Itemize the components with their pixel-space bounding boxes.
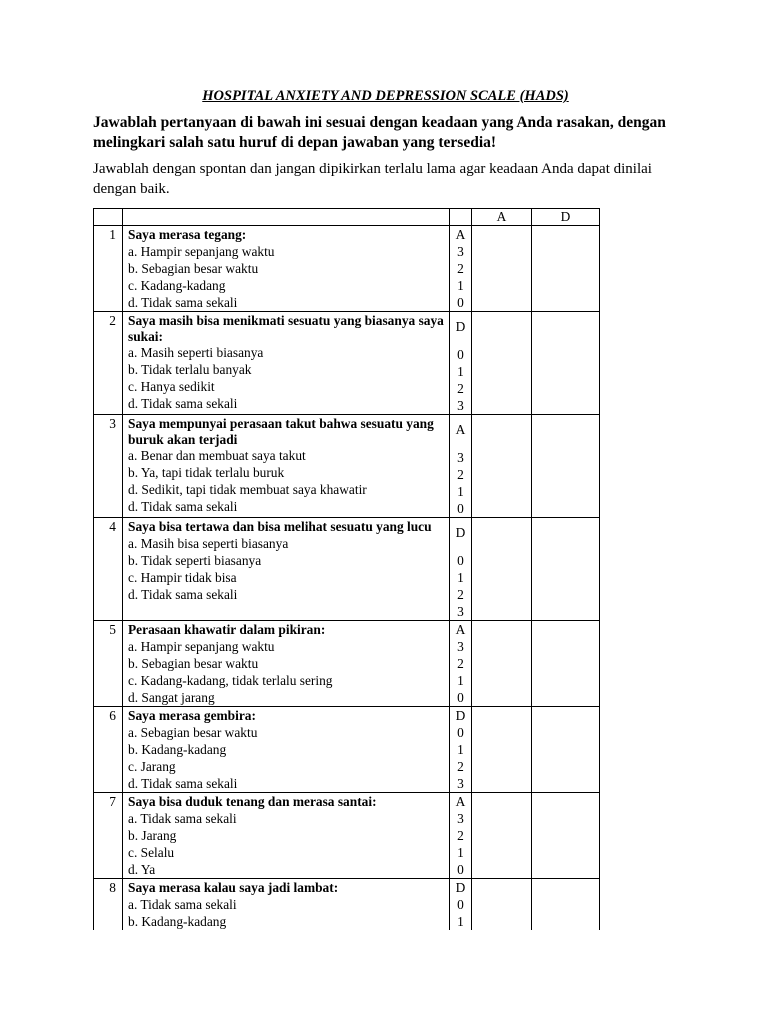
answer-option[interactable]: a. Hampir sepanjang waktu bbox=[128, 244, 275, 259]
question-text: Saya merasa kalau saya jadi lambat: bbox=[128, 880, 339, 895]
score-value: 1 bbox=[457, 484, 464, 499]
scale-code: D bbox=[455, 708, 466, 723]
question-row bbox=[94, 793, 600, 879]
score-value: 2 bbox=[457, 656, 464, 671]
depression-score-cell[interactable] bbox=[532, 312, 600, 415]
scale-code: D bbox=[455, 525, 466, 540]
score-value: 2 bbox=[457, 261, 464, 276]
answer-option[interactable]: b. Kadang-kadang bbox=[128, 914, 227, 929]
score-value: 0 bbox=[457, 897, 464, 912]
question-text: Saya bisa tertawa dan bisa melihat sesuatu yang lucu bbox=[128, 519, 432, 534]
question-cell bbox=[123, 226, 450, 312]
question-number: 7 bbox=[94, 793, 123, 879]
anxiety-score-cell[interactable] bbox=[472, 312, 532, 415]
question-number: 6 bbox=[94, 707, 123, 793]
answer-option[interactable]: d. Sedikit, tapi tidak membuat saya khawatir bbox=[128, 482, 367, 497]
answer-option[interactable]: c. Jarang bbox=[128, 759, 176, 774]
score-value: 2 bbox=[457, 587, 464, 602]
question-text: Saya bisa duduk tenang dan merasa santai: bbox=[128, 794, 377, 809]
answer-option[interactable]: b. Kadang-kadang bbox=[128, 742, 227, 757]
score-value: 3 bbox=[457, 398, 464, 413]
question-row bbox=[94, 621, 600, 707]
page-bottom-margin bbox=[0, 930, 768, 1024]
question-cell bbox=[123, 518, 450, 621]
answer-option[interactable]: a. Hampir sepanjang waktu bbox=[128, 639, 275, 654]
scale-code: A bbox=[455, 622, 466, 637]
score-value: 0 bbox=[457, 501, 464, 516]
question-text: Saya merasa tegang: bbox=[128, 227, 247, 242]
depression-score-cell[interactable] bbox=[532, 226, 600, 312]
answer-option[interactable]: c. Hanya sedikit bbox=[128, 379, 215, 394]
anxiety-score-cell[interactable] bbox=[472, 621, 532, 707]
scale-code: A bbox=[455, 227, 466, 242]
header-cell-score bbox=[450, 209, 472, 226]
score-value: 3 bbox=[457, 811, 464, 826]
anxiety-score-cell[interactable] bbox=[472, 793, 532, 879]
question-row bbox=[94, 415, 600, 518]
hads-table bbox=[93, 208, 600, 931]
answer-option[interactable]: d. Tidak sama sekali bbox=[128, 499, 238, 514]
answer-option[interactable]: c. Kadang-kadang, tidak terlalu sering bbox=[128, 673, 333, 688]
anxiety-score-cell[interactable] bbox=[472, 879, 532, 931]
score-value: 0 bbox=[457, 553, 464, 568]
answer-option[interactable]: a. Masih bisa seperti biasanya bbox=[128, 535, 289, 551]
answer-option[interactable]: d. Tidak sama sekali bbox=[128, 396, 238, 411]
answer-option[interactable]: c. Hampir tidak bisa bbox=[128, 569, 237, 585]
score-value: 3 bbox=[457, 639, 464, 654]
score-value: 1 bbox=[457, 845, 464, 860]
question-row bbox=[94, 312, 600, 415]
score-value: 0 bbox=[457, 347, 464, 362]
question-row bbox=[94, 226, 600, 312]
score-value: 1 bbox=[457, 364, 464, 379]
answer-option[interactable]: b. Jarang bbox=[128, 828, 177, 843]
score-value: 0 bbox=[457, 862, 464, 877]
question-cell bbox=[123, 793, 450, 879]
score-cell bbox=[450, 518, 472, 621]
answer-option[interactable]: a. Tidak sama sekali bbox=[128, 811, 237, 826]
answer-option[interactable]: a. Benar dan membuat saya takut bbox=[128, 448, 306, 463]
question-number: 8 bbox=[94, 879, 123, 931]
answer-option[interactable]: d. Tidak sama sekali bbox=[128, 776, 238, 791]
question-row bbox=[94, 707, 600, 793]
scale-code: D bbox=[455, 319, 466, 334]
depression-score-cell[interactable] bbox=[532, 793, 600, 879]
score-cell bbox=[450, 226, 472, 312]
question-cell bbox=[123, 312, 450, 415]
depression-score-cell[interactable] bbox=[532, 518, 600, 621]
header-cell-d: D bbox=[532, 209, 600, 226]
question-text: Perasaan khawatir dalam pikiran: bbox=[128, 622, 326, 637]
anxiety-score-cell[interactable] bbox=[472, 518, 532, 621]
question-row bbox=[94, 518, 600, 621]
score-cell bbox=[450, 707, 472, 793]
score-value: 3 bbox=[457, 776, 464, 791]
answer-option[interactable]: c. Kadang-kadang bbox=[128, 278, 226, 293]
score-value: 1 bbox=[457, 570, 464, 585]
score-value: 2 bbox=[457, 759, 464, 774]
score-cell bbox=[450, 879, 472, 931]
depression-score-cell[interactable] bbox=[532, 707, 600, 793]
score-value: 0 bbox=[457, 725, 464, 740]
question-number: 1 bbox=[94, 226, 123, 312]
question-number: 4 bbox=[94, 518, 123, 621]
answer-option[interactable]: d. Sangat jarang bbox=[128, 690, 215, 705]
instruction-plain: Jawablah dengan spontan dan jangan dipikirkan terlalu lama agar keadaan Anda dapat dinilai dengan baik. bbox=[93, 161, 652, 197]
score-value: 1 bbox=[457, 742, 464, 757]
score-cell bbox=[450, 793, 472, 879]
depression-score-cell[interactable] bbox=[532, 415, 600, 518]
scale-code: D bbox=[455, 880, 466, 895]
anxiety-score-cell[interactable] bbox=[472, 707, 532, 793]
answer-option[interactable]: b. Sebagian besar waktu bbox=[128, 261, 259, 276]
score-value: 1 bbox=[457, 914, 464, 929]
answer-option[interactable]: b. Tidak seperti biasanya bbox=[128, 552, 262, 568]
score-value: 3 bbox=[457, 450, 464, 465]
answer-option[interactable]: b. Sebagian besar waktu bbox=[128, 656, 259, 671]
scale-code: A bbox=[455, 422, 466, 437]
scale-code: A bbox=[455, 794, 466, 809]
header-cell-a: A bbox=[472, 209, 532, 226]
question-text: Saya masih bisa menikmati sesuatu yang biasanya saya sukai: bbox=[128, 313, 444, 344]
score-cell bbox=[450, 312, 472, 415]
score-value: 2 bbox=[457, 467, 464, 482]
score-value: 0 bbox=[457, 295, 464, 310]
question-cell bbox=[123, 879, 450, 931]
answer-option[interactable]: b. Ya, tapi tidak terlalu buruk bbox=[128, 465, 285, 480]
question-number: 5 bbox=[94, 621, 123, 707]
header-cell-question bbox=[123, 209, 450, 226]
question-text: Saya mempunyai perasaan takut bahwa sesuatu yang buruk akan terjadi bbox=[128, 416, 434, 447]
document-title: HOSPITAL ANXIETY AND DEPRESSION SCALE (HADS) bbox=[202, 88, 569, 104]
depression-score-cell[interactable] bbox=[532, 879, 600, 931]
question-cell bbox=[123, 707, 450, 793]
answer-option[interactable]: a. Sebagian besar waktu bbox=[128, 725, 258, 740]
score-cell bbox=[450, 415, 472, 518]
score-value: 2 bbox=[457, 381, 464, 396]
score-value: 1 bbox=[457, 673, 464, 688]
score-value: 3 bbox=[457, 244, 464, 259]
table-header-row bbox=[94, 209, 600, 226]
answer-option[interactable]: c. Selalu bbox=[128, 845, 175, 860]
answer-option[interactable]: a. Tidak sama sekali bbox=[128, 897, 237, 912]
question-row bbox=[94, 879, 600, 931]
depression-score-cell[interactable] bbox=[532, 621, 600, 707]
answer-option[interactable]: b. Tidak terlalu banyak bbox=[128, 362, 252, 377]
answer-option[interactable]: a. Masih seperti biasanya bbox=[128, 345, 264, 360]
question-text: Saya merasa gembira: bbox=[128, 708, 256, 723]
score-value: 1 bbox=[457, 278, 464, 293]
anxiety-score-cell[interactable] bbox=[472, 226, 532, 312]
answer-option[interactable]: d. Tidak sama sekali bbox=[128, 295, 238, 310]
instruction-bold: Jawablah pertanyaan di bawah ini sesuai dengan keadaan yang Anda rasakan, dengan melingkari salah satu huruf di depan jawaban yang tersedia! bbox=[93, 114, 666, 151]
score-value: 3 bbox=[457, 604, 464, 619]
question-number: 2 bbox=[94, 312, 123, 415]
answer-option[interactable]: d. Tidak sama sekali bbox=[128, 586, 238, 602]
question-cell bbox=[123, 621, 450, 707]
score-cell bbox=[450, 621, 472, 707]
score-value: 0 bbox=[457, 690, 464, 705]
anxiety-score-cell[interactable] bbox=[472, 415, 532, 518]
header-cell-num bbox=[94, 209, 123, 226]
answer-option[interactable]: d. Ya bbox=[128, 862, 156, 877]
question-cell bbox=[123, 415, 450, 518]
score-value: 2 bbox=[457, 828, 464, 843]
question-number: 3 bbox=[94, 415, 123, 518]
